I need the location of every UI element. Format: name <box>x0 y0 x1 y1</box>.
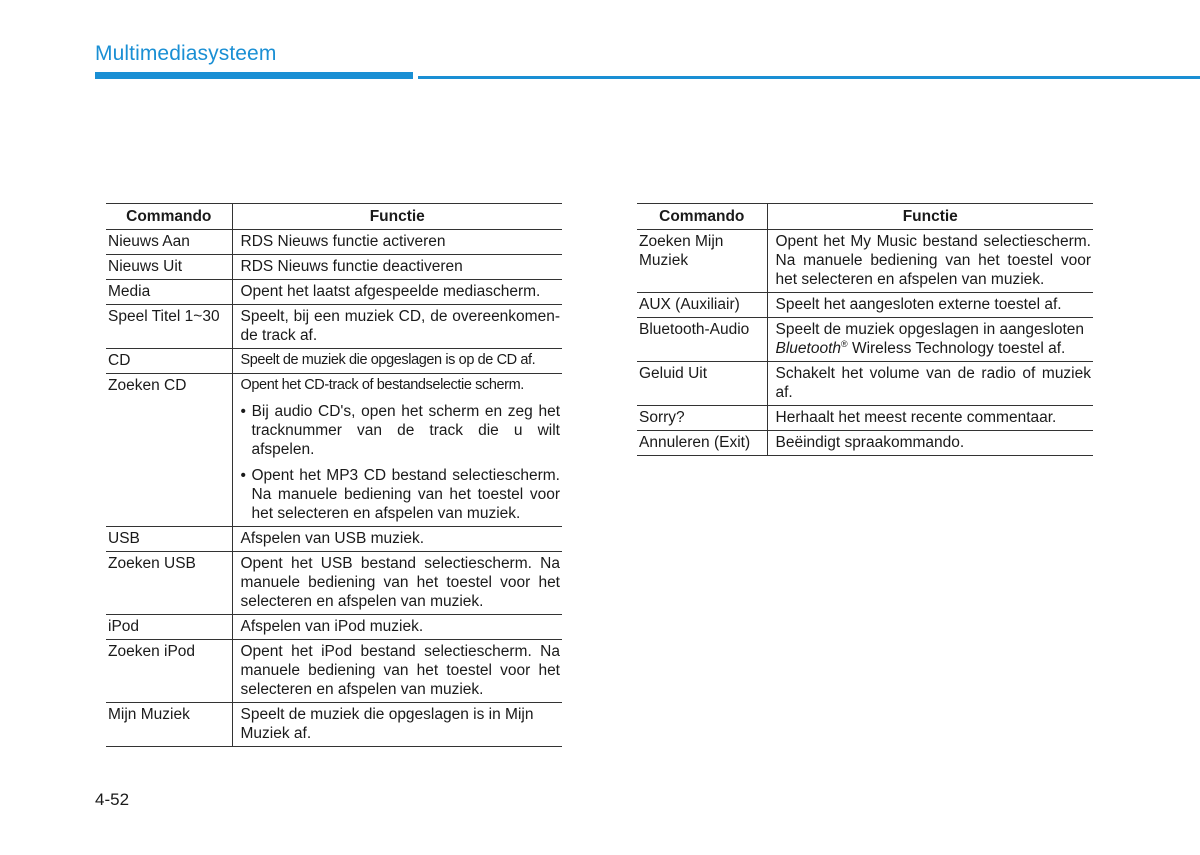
function-text: Speelt de muziek opgeslagen in aangesloten <box>775 321 1085 338</box>
table-row <box>106 615 562 640</box>
function-cell: Schakelt het volume van de radio of muziek af. <box>767 362 1093 406</box>
function-cell: Opent het My Music bestand selectiescherm. Na manuele bediening van het toestel voor het selecteren en afspelen van muziek. <box>767 230 1093 293</box>
table-row <box>106 703 562 747</box>
command-cell: iPod <box>106 615 232 640</box>
column-header-command: Commando <box>106 204 232 230</box>
table-row <box>106 349 562 374</box>
column-header-function: Functie <box>232 204 562 230</box>
command-cell: USB <box>106 527 232 552</box>
command-cell: Zoeken iPod <box>106 640 232 703</box>
table-row <box>637 318 1093 362</box>
function-cell: Speelt het aangesloten externe toestel af. <box>767 293 1093 318</box>
table-row <box>637 431 1093 456</box>
table-row <box>106 280 562 305</box>
table-header-row <box>637 204 1093 230</box>
table-row <box>637 230 1093 293</box>
command-cell: Zoeken Mijn Muziek <box>637 230 767 293</box>
voice-commands-table-right <box>637 203 1093 456</box>
function-cell: Afspelen van USB muziek. <box>232 527 562 552</box>
bullet-item: • Opent het MP3 CD bestand selectiescherm. Na manuele bediening van het toestel voor het selecteren en afspelen van muziek. <box>240 467 560 522</box>
command-cell: Nieuws Uit <box>106 255 232 280</box>
page-section-title: Multimediasysteem <box>95 42 277 65</box>
table-row <box>106 230 562 255</box>
command-cell: Zoeken CD <box>106 374 232 527</box>
command-cell: CD <box>106 349 232 374</box>
command-cell: AUX (Auxiliair) <box>637 293 767 318</box>
function-cell: Beëindigt spraakommando. <box>767 431 1093 456</box>
registered-mark: ® <box>841 338 848 349</box>
column-header-function: Functie <box>767 204 1093 230</box>
page-number: 4-52 <box>95 790 130 809</box>
bluetooth-brand: Bluetooth <box>775 340 841 357</box>
function-cell: Speelt de muziek die opgeslagen is in Mijn Muziek af. <box>232 703 562 747</box>
command-cell: Zoeken USB <box>106 552 232 615</box>
table-row <box>106 640 562 703</box>
header-accent-bar <box>95 72 413 79</box>
function-cell: RDS Nieuws functie deactiveren <box>232 255 562 280</box>
function-cell <box>232 374 562 527</box>
command-cell: Geluid Uit <box>637 362 767 406</box>
function-cell: RDS Nieuws functie activeren <box>232 230 562 255</box>
command-cell: Bluetooth-Audio <box>637 318 767 362</box>
column-header-command: Commando <box>637 204 767 230</box>
voice-commands-table-left <box>106 203 562 747</box>
table-row <box>106 552 562 615</box>
table-row <box>106 255 562 280</box>
function-cell: Speelt de muziek die opgeslagen is op de CD af. <box>232 349 562 374</box>
command-cell: Sorry? <box>637 406 767 431</box>
command-cell: Mijn Muziek <box>106 703 232 747</box>
function-text: Opent het CD-track of bestandselectie scherm. <box>240 377 524 393</box>
function-cell: Speelt, bij een muziek CD, de overeenkomen-de track af. <box>232 305 562 349</box>
table-row <box>637 293 1093 318</box>
header-rule <box>418 76 1200 79</box>
table-row <box>106 527 562 552</box>
table-row <box>637 406 1093 431</box>
function-text: Wireless Technology toestel af. <box>847 340 1066 357</box>
function-cell: Opent het laatst afgespeelde mediascherm. <box>232 280 562 305</box>
function-cell: Herhaalt het meest recente commentaar. <box>767 406 1093 431</box>
command-cell: Speel Titel 1~30 <box>106 305 232 349</box>
bullet-item: • Bij audio CD's, open het scherm en zeg het tracknummer van de track die u wilt afspelen. <box>240 403 560 458</box>
function-cell <box>767 318 1093 362</box>
command-cell: Nieuws Aan <box>106 230 232 255</box>
command-cell: Annuleren (Exit) <box>637 431 767 456</box>
table-header-row <box>106 204 562 230</box>
function-cell: Opent het USB bestand selectiescherm. Na manuele bediening van het toestel voor het selecteren en afspelen van muziek. <box>232 552 562 615</box>
table-row <box>106 374 562 527</box>
function-cell: Afspelen van iPod muziek. <box>232 615 562 640</box>
table-row <box>637 362 1093 406</box>
table-row <box>106 305 562 349</box>
function-cell: Opent het iPod bestand selectiescherm. Na manuele bediening van het toestel voor het selecteren en afspelen van muziek. <box>232 640 562 703</box>
command-cell: Media <box>106 280 232 305</box>
